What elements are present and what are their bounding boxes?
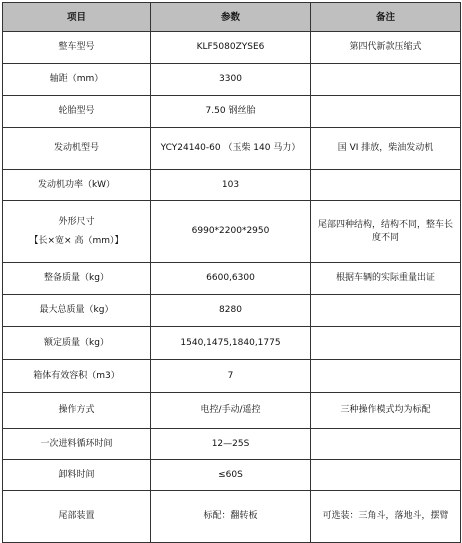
row-note <box>311 460 461 491</box>
row-note <box>311 96 461 128</box>
row-param: 标配：翻转板 <box>151 491 311 543</box>
spec-sheet <box>2 2 460 543</box>
row-param: ≤60S <box>151 460 311 491</box>
row-param: 8280 <box>151 295 311 327</box>
row-note: 尾部四种结构，结构不同，整车长度不同 <box>311 201 461 263</box>
row-note: 可选装：三角斗，落地斗，摆臂 <box>311 491 461 543</box>
table-row <box>3 64 461 96</box>
table-row <box>3 491 461 543</box>
row-param: 6600,6300 <box>151 263 311 295</box>
table-row <box>3 327 461 360</box>
table-row <box>3 393 461 429</box>
row-note <box>311 295 461 327</box>
table-row <box>3 360 461 393</box>
row-note: 根据车辆的实际重量出证 <box>311 263 461 295</box>
spec-table <box>2 2 461 543</box>
row-param: 6990*2200*2950 <box>151 201 311 263</box>
header-item: 项目 <box>3 3 151 32</box>
row-item: 卸料时间 <box>3 460 151 491</box>
row-param: YCY24140-60 （玉柴 140 马力） <box>151 128 311 170</box>
row-param: 7 <box>151 360 311 393</box>
table-row <box>3 96 461 128</box>
row-item: 额定质量（kg） <box>3 327 151 360</box>
row-item: 最大总质量（kg） <box>3 295 151 327</box>
row-note: 国 VI 排放，柴油发动机 <box>311 128 461 170</box>
table-row <box>3 32 461 64</box>
row-item: 整备质量（kg） <box>3 263 151 295</box>
row-param: 1540,1475,1840,1775 <box>151 327 311 360</box>
header-row <box>3 3 461 32</box>
row-item-line-1: 外形尺寸 <box>58 216 95 227</box>
table-row <box>3 263 461 295</box>
row-item: 尾部装置 <box>3 491 151 543</box>
table-row <box>3 128 461 170</box>
table-row <box>3 429 461 460</box>
row-note <box>311 360 461 393</box>
header-param: 参数 <box>151 3 311 32</box>
row-item: 发动机型号 <box>3 128 151 170</box>
row-param: 12—25S <box>151 429 311 460</box>
row-param: 103 <box>151 170 311 201</box>
row-item: 一次进料循环时间 <box>3 429 151 460</box>
row-item: 箱体有效容积（m3） <box>3 360 151 393</box>
row-note: 第四代新款压缩式 <box>311 32 461 64</box>
row-item: 整车型号 <box>3 32 151 64</box>
header-note: 备注 <box>311 3 461 32</box>
row-note <box>311 327 461 360</box>
row-item <box>3 201 151 263</box>
row-param: 7.50 钢丝胎 <box>151 96 311 128</box>
table-row <box>3 201 461 263</box>
row-item: 操作方式 <box>3 393 151 429</box>
row-param: 3300 <box>151 64 311 96</box>
row-note <box>311 429 461 460</box>
table-row <box>3 170 461 201</box>
row-item: 轮胎型号 <box>3 96 151 128</box>
row-item: 轴距（mm） <box>3 64 151 96</box>
row-note <box>311 170 461 201</box>
row-note: 三种操作模式均为标配 <box>311 393 461 429</box>
row-param: 电控/手动/遥控 <box>151 393 311 429</box>
row-item-line-2: 【长×宽× 高（mm）】 <box>29 235 124 246</box>
row-item: 发动机功率（kW） <box>3 170 151 201</box>
row-param: KLF5080ZYSE6 <box>151 32 311 64</box>
table-row <box>3 295 461 327</box>
table-row <box>3 460 461 491</box>
row-note <box>311 64 461 96</box>
